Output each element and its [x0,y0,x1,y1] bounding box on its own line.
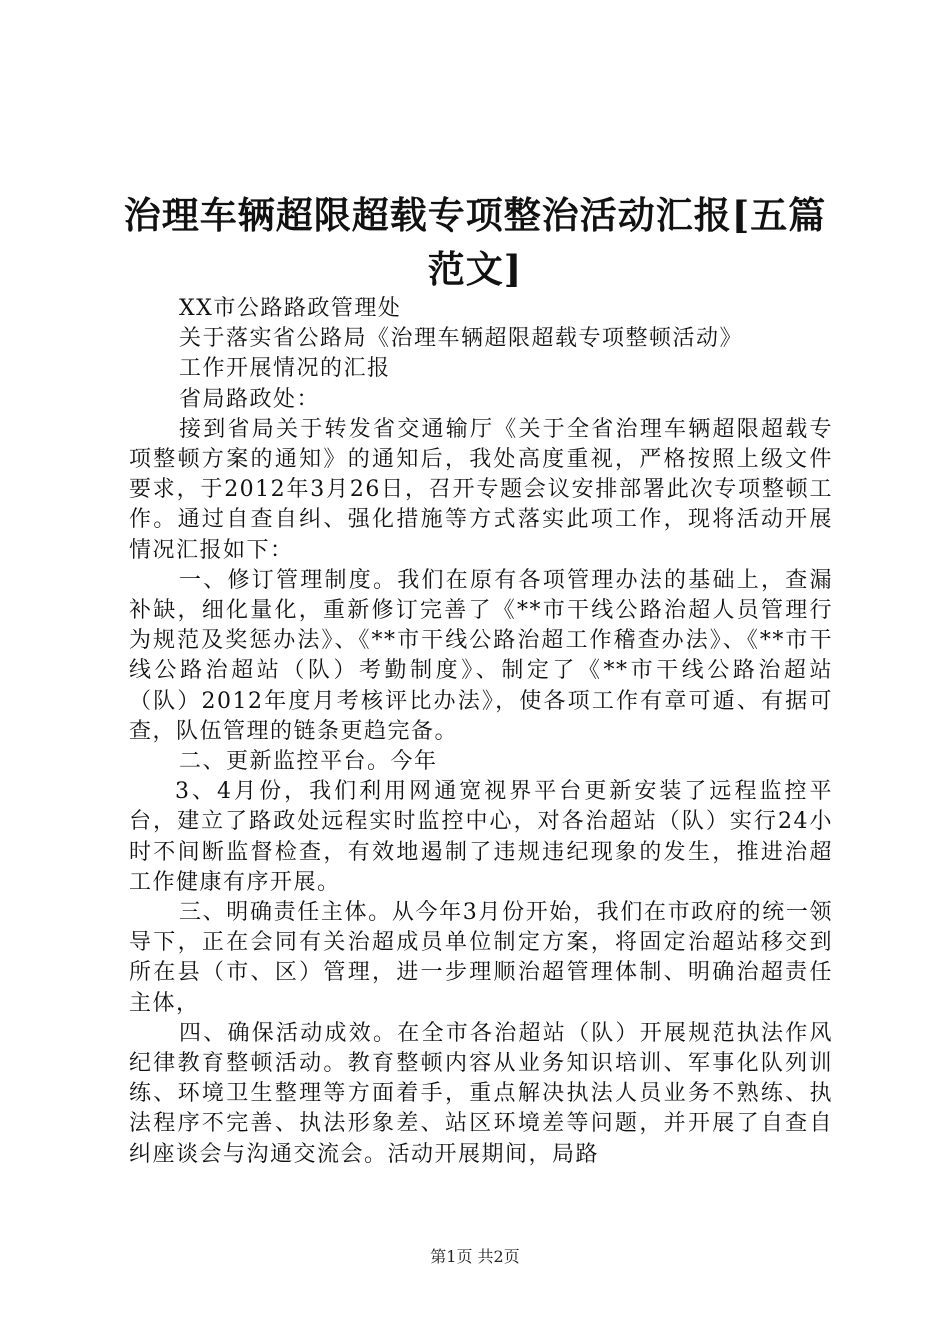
paragraph-section-2-heading: 二、更新监控平台。今年 [179,749,438,775]
document-body [129,294,833,1170]
page-footer: 第1页 共2页 [430,1247,520,1266]
paragraph-section-1: 一、修订管理制度。我们在原有各项管理办法的基础上，查漏补缺，细化量化，重新修订完善了《**市干线公路治超人员管理行为规范及奖惩办法》、《**市干线公路治超工作稽查办法》、《**市干线公路治超站（队）考勤制度》、制定了《**市干线公路治超站（队）2012年度月考核评比办法》，使各项工作有章可遁、有据可查，队伍管理的链条更趋完备。 [129,567,833,744]
document-title: 治理车辆超限超载专项整治活动汇报[五篇范文] [123,193,827,291]
paragraph-subject-line-1: 关于落实省公路局《治理车辆超限超载专项整顿活动》 [179,326,744,352]
paragraph-addressee: 省局路政处： [179,386,321,412]
paragraph-section-2-body: 3、4月份，我们利用网通宽视界平台更新安装了远程监控平台，建立了路政处远程实时监控中心，对各治超站（队）实行24小时不间断监督检查，有效地遏制了违规违纪现象的发生，推进治超工作健康有序开展。 [129,779,833,895]
paragraph-section-3: 三、明确责任主体。从今年3月份开始，我们在市政府的统一领导下，正在会同有关治超成员单位制定方案，将固定治超站移交到所在县（市、区）管理，进一步理顺治超管理体制、明确治超责任主体， [129,900,833,1016]
paragraph-subject-line-2: 工作开展情况的汇报 [179,356,391,382]
paragraph-intro: 接到省局关于转发省交通输厅《关于全省治理车辆超限超载专项整顿方案的通知》的通知后，我处高度重视，严格按照上级文件要求，于2012年3月26日，召开专题会议安排部署此次专项整顿工作。通过自查自纠、强化措施等方式落实此项工作，现将活动开展情况汇报如下： [129,416,833,563]
paragraph-section-4: 四、确保活动成效。在全市各治超站（队）开展规范执法作风纪律教育整顿活动。教育整顿内容从业务知识培训、军事化队列训练、环境卫生整理等方面着手，重点解决执法人员业务不熟练、执法程序不完善、执法形象差、站区环境差等问题，并开展了自查自纠座谈会与沟通交流会。活动开展期间，局路 [129,1020,833,1167]
paragraph-org: XX市公路路政管理处 [179,296,402,321]
